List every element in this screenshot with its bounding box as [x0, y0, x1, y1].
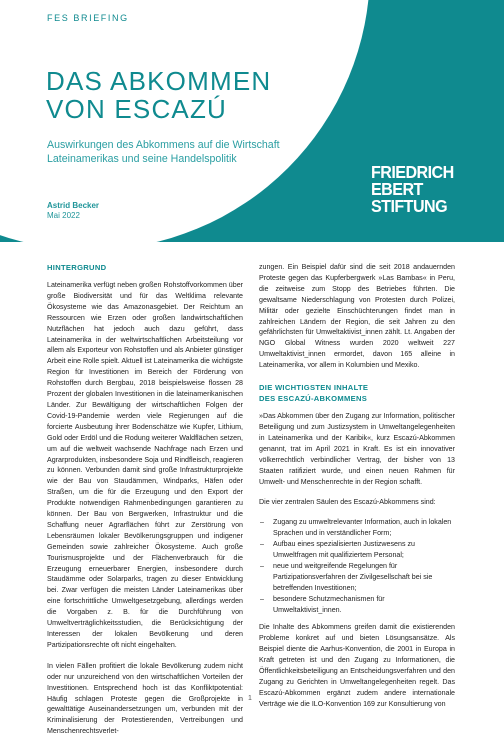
- section-heading-line-2: DES ESCAZÚ-ABKOMMENS: [259, 394, 368, 404]
- body-paragraph: zungen. Ein Beispiel dafür sind die seit 2018 andauernden Proteste gegen das Kupferbergwerk »Las Bambas« in Peru, die zeitweise zum Stopp des Betriebes führten. Die gewaltsame Niederschlagung von Protesten durch Polizei, Militär oder gezielte Einschüchterungen findet man in zahlreichen Ländern der Region, die seit Jahren zu den gefährlichsten für Umweltaktivist_innen zählt. Lt. Angaben der NGO Global Witness wurden 2020 weltweit 227 Umweltaktivist_innen ermordet, davon 165 alleine in Lateinamerika, vor allem in Kolumbien und Mexiko.: [259, 263, 455, 370]
- subtitle-line-1: Auswirkungen des Abkommens auf die Wirtschaft: [47, 139, 280, 151]
- title-line-2: VON ESCAZÚ: [46, 94, 228, 124]
- fes-logo: [371, 164, 461, 215]
- list-item: – besondere Schutzmechanismen für Umweltaktivist_innen.: [259, 594, 455, 616]
- body-paragraph: In vielen Fällen profitiert die lokale Bevölkerung zudem nicht oder nur unzureichend von den wirtschaftlichen Vorteilen der Investitionen. Entsprechend hoch ist das Konfliktpotential: Häufig schlagen Proteste gegen die Großprojekte in gewalttätige Auseinandersetzungen um, verbunden mit der Kriminalisierung der Protestierenden, Vertreibungen und Menschenrechtsverlet-: [47, 661, 243, 736]
- title-line-1: DAS ABKOMMEN: [46, 66, 272, 96]
- left-column: [47, 262, 243, 737]
- body-paragraph: »Das Abkommen über den Zugang zur Information, politischer Beteiligung und zum Justizsystem in Umweltangelegenheiten in Lateinamerika und der Karibik«, kurz Escazú-Abkommen genannt, trat im April 2021 in Kraft. Es ist ein innovativer völkerrechtlich verbindlicher Vertrag, der bisher von 13 Staaten ratifiziert wurde, und einen neuen Rahmen für Umwelt- und Menschenrechte in der Region schafft.: [259, 412, 455, 486]
- list-item: – neue und weitgreifende Regelungen für Partizipationsverfahren der Zivilgesellschaft bei sie betreffenden Investitionen;: [259, 561, 455, 594]
- section-heading-hintergrund: HINTERGRUND: [47, 263, 107, 272]
- series-label: FES BRIEFING: [47, 13, 129, 23]
- section-heading-line-1: DIE WICHTIGSTEN INHALTE: [259, 383, 369, 393]
- right-column: [259, 262, 455, 710]
- body-paragraph: Die vier zentralen Säulen des Escazú-Abkommens sind:: [259, 498, 436, 507]
- pillars-list: [259, 517, 455, 615]
- logo-line-3: STIFTUNG: [371, 196, 448, 216]
- publication-date: Mai 2022: [47, 211, 80, 220]
- body-paragraph: Lateinamerika verfügt neben großen Rohstoffvorkommen über große Biodiversität und für das Weltklima relevante Ökosysteme wie das Amazonasgebiet. Der Reichtum an Ressourcen wie Erzen oder großen landwirtschaftlichen Nutzflächen hat jedoch auch dazu geführt, dass Lateinamerika in der weltwirtschaftlichen Arbeitsteilung vor allem als Exporteur von Rohstoffen und als Anbieter günstiger Arbeit eine Rolle spielt. Aktuell ist Lateinamerika die wichtigste Region für Investitionen im Bereich der Förderung von Rohstoffen durch Bergbau, 2018 beispielsweise flossen 28 Prozent der globalen Investitionen in die lateinamerikanischen Länder. Zur Bewältigung der wirtschaftlichen Folgen der Covid-19-Pandemie werden viele Regierungen auf die forcierte Ausbeutung ihrer Bodenschätze wie Kupfer, Lithium, Gold oder Erdöl und die Rodung weiterer Waldflächen setzen, um auf die weltweit wachsende Nachfrage nach Erzen und Agrarprodukten, insbesondere Soja und Rindfleisch, reagieren zu können. Verbunden damit sind große Infrastrukturprojekte wie der Bau von Staudämmen, Windparks, Häfen oder Straßen, um die für die Erzeugung und den Export der Produkte notwendigen Rahmenbedingungen garantieren zu können. Der Bau von Bergwerken, Infrastruktur und die Schaffung neuer Agrarflächen führt zur Zerstörung von Lebensräumen lokaler Bevölkerungsgruppen und indigener Gemeinden sowie zahlreicher Ökosysteme. Auch große Tourismusprojekte und der Flächenverbrauch für die Erzeugung erneuerbarer Energien, insbesondere durch Staudämme oder Solarparks, tragen zu dieser Entwicklung bei. Zwar verfügen die meisten Länder Lateinamerikas über eine fortschrittliche Umweltgesetzgebung, allerdings werden die Vorgaben z. B. für die Durchführung von Umweltverträglichkeitsstudien, die Berücksichtigung der Interessen der lokalen Bevölkerung und deren Partizipationsrechte oft nicht eingehalten.: [47, 281, 243, 649]
- section-heading-inhalte: [259, 382, 455, 404]
- page-number: 1: [248, 695, 252, 702]
- subtitle-line-2: Lateinamerikas und seine Handelspolitik: [47, 153, 237, 165]
- list-item: – Aufbau eines spezialisierten Justizwesens zu Umweltfragen mit qualifiziertem Personal;: [259, 539, 455, 561]
- list-item: – Zugang zu umweltrelevanter Information, auch in lokalen Sprachen und in verständlicher Form;: [259, 517, 455, 539]
- logo-line-2: EBERT: [371, 179, 423, 199]
- logo-line-1: FRIEDRICH: [371, 162, 454, 182]
- author-name: Astrid Becker: [47, 201, 100, 210]
- body-paragraph: Die Inhalte des Abkommens greifen damit die existierenden Probleme konkret auf und bieten Lösungsansätze. Als Beispiel diente die Aarhus-Konvention, die 2001 in Europa in Kraft getreten ist und den Zugang zu Informationen, die Öffentlichkeitsbeteiligung an Entscheidungsverfahren und den Zugang zu Gerichten in Umweltangelegenheiten regelt. Das Escazú-Abkommen ergänzt zudem andere internationale Verträge wie die ILO-Konvention 169 zur Konsultierung von: [259, 623, 455, 708]
